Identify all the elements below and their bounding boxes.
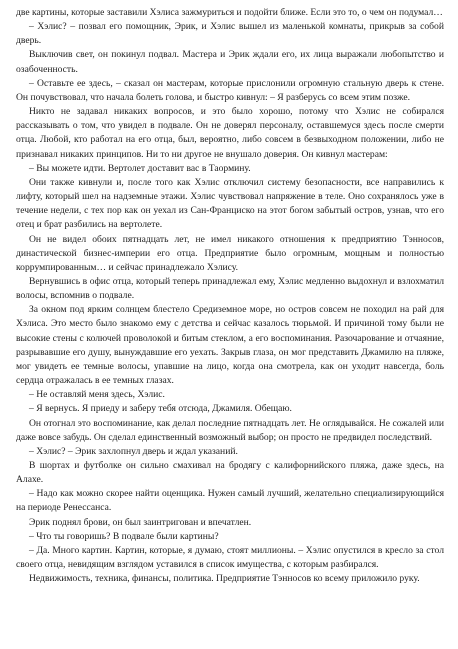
paragraph: Он отогнал это воспоминание, как делал последние пятнадцать лет. Не оглядывайся. Не сожалей или даже вовсе забудь. Он сделал единственный возможный выбор; он просто не предвидел последствий. <box>16 417 444 443</box>
paragraph: – Хэлис? – позвал его помощник, Эрик, и Хэлис вышел из маленькой комнаты, прикрыв за собой дверь. <box>16 21 444 47</box>
paragraph: – Да. Много картин. Картин, которые, я думаю, стоят миллионы. – Хэлис опустился в кресло за стол своего отца, невидящим взглядом уставился в список имущества, с которым разбирался. <box>16 544 444 571</box>
paragraph: – Оставьте ее здесь, – сказал он мастерам, которые прислонили огромную стальную дверь к стене. Он почувствовал, что начала болеть голова, и быстро кивнул: – Я разберусь со всем этим позже. <box>16 77 444 103</box>
paragraph: Недвижимость, техника, финансы, политика. Предприятие Тэнносов ко всему приложило руку. <box>29 573 420 585</box>
paragraph: В шортах и футболке он сильно смахивал на бродягу с калифорнийского пляжа, даже здесь, на Алахе. <box>16 460 444 486</box>
paragraph: две картины, которые заставили Хэлиса зажмуриться и подойти ближе. Если это то, о чем он подумал… <box>16 7 443 18</box>
paragraph: Выключив свет, он покинул подвал. Мастера и Эрик ждали его, их лица выражали любопытство и озабоченность. <box>16 49 444 75</box>
paragraph: Никто не задавал никаких вопросов, и это было хорошо, потому что Хэлис не собирался рассказывать о том, что увидел в подвале. Он не доверял персоналу, оставшемуся здесь после смерти отца. Любой, кто работал на его отца, был, вероятно, либо совсем в безвыходном положении, либо не признавал никаких принципов. Ни то ни другое не внушало доверия. Он кивнул мастерам: <box>16 106 444 160</box>
paragraph: Вернувшись в офис отца, который теперь принадлежал ему, Хэлис медленно выдохнул и взлохматил волосы, вспомнив о подвале. <box>16 275 444 302</box>
paragraph: Эрик поднял брови, он был заинтригован и впечатлен. <box>29 516 252 528</box>
paragraph: – Я вернусь. Я приеду и заберу тебя отсюда, Джамиля. Обещаю. <box>29 403 292 415</box>
paragraph: За окном под ярким солнцем блестело Средиземное море, но остров совсем не походил на рай для Хэлиса. Это место было знакомо ему с детства и сейчас казалось тюрьмой. И причиной тому были не высокие стены с колючей проволокой и битым стеклом, а его воспоминания. Разочарование и отчаяние, разрывавшие его душу, вынуждавшие его уехать. Закрыв глаза, он мог представить Джамилю на пляже, мог увидеть ее темные волосы, упавшие на лицо, когда она смотрела, как он уходит навсегда, боль сердца отражалась в ее темных глазах. <box>16 304 444 387</box>
paragraph: – Надо как можно скорее найти оценщика. Нужен самый лучший, желательно специализирующийся на периоде Ренессанса. <box>16 488 444 514</box>
paragraph: – Что ты говоришь? В подвале были картины? <box>29 530 219 542</box>
paragraph: Они также кивнули и, после того как Хэлис отключил систему безопасности, все направились к лифту, который шел на надземные этажи. Хэлис чувствовал напряжение в теле. Оно сохранялось уже в течение недели, с тех пор как он уехал из Сан-Франциско на этот богом забытый остров, узнав, что его отец и брат разбились на вертолете. <box>16 176 444 231</box>
paragraph: – Не оставляй меня здесь, Хэлис. <box>29 389 165 401</box>
paragraph: Он не видел обоих пятнадцать лет, не имел никакого отношения к предприятию Тэнносов, династической бизнес-империи его отца. Предприятие было огромным, мощным и полностью коррумпированным… и сейчас принадлежало Хэлису. <box>16 233 444 273</box>
paragraph: – Хэлис? – Эрик захлопнул дверь и ждал указаний. <box>29 445 238 457</box>
paragraph: – Вы можете идти. Вертолет доставит вас в Таормину. <box>29 162 251 174</box>
